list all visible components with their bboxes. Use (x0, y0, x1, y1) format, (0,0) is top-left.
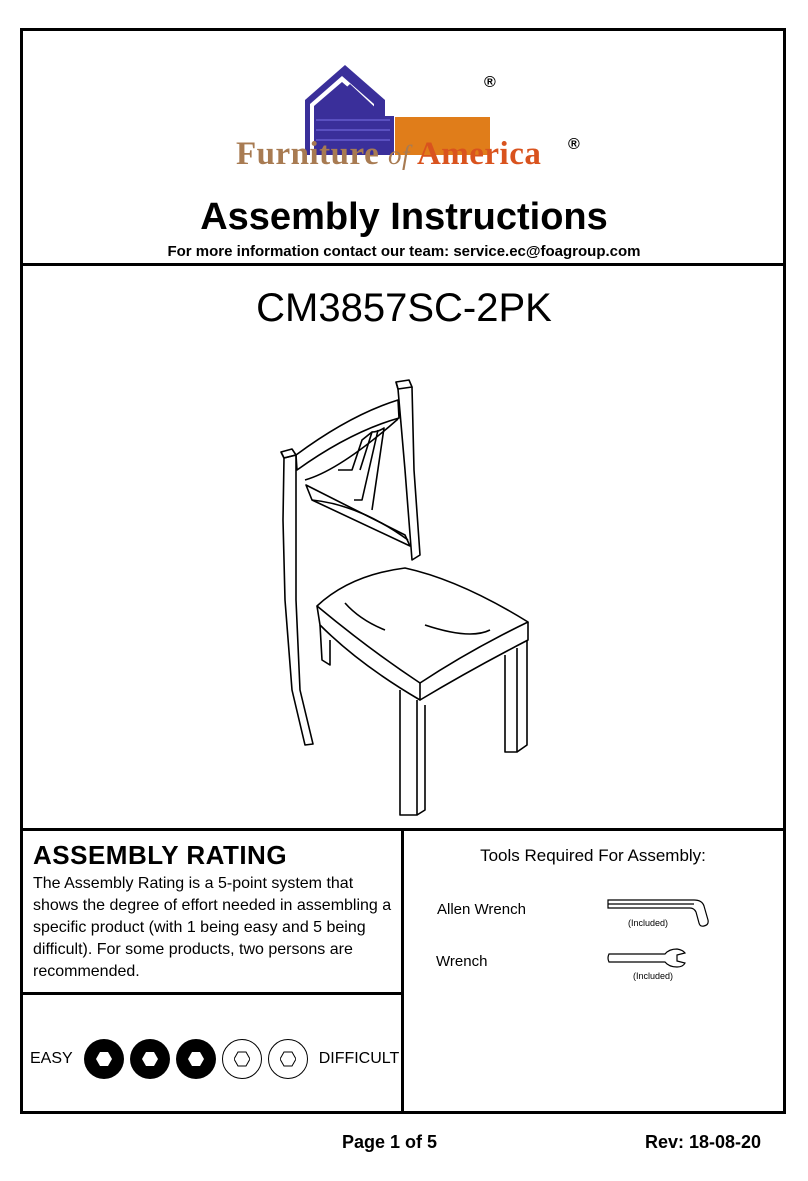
easy-label: EASY (30, 1050, 73, 1067)
brand-part-furniture: Furniture (236, 136, 380, 172)
tool-allen-wrench-label: Allen Wrench (437, 901, 526, 918)
rating-heading: ASSEMBLY RATING (33, 840, 288, 870)
tool-wrench-note: (Included) (633, 971, 674, 981)
page-title: Assembly Instructions (200, 196, 608, 238)
wrench-icon (607, 947, 687, 969)
difficult-label: DIFFICULT (318, 1050, 400, 1067)
rating-scale (30, 1037, 399, 1081)
rating-dot-5 (268, 1039, 308, 1079)
tool-allen-wrench-note: (Included) (628, 918, 669, 928)
rating-description: The Assembly Rating is a 5-point system that shows the degree of effort needed in assembling a specific product (with 1 being easy and 5 being difficult). For some products, two persons are recommended. (33, 875, 392, 980)
page-number: Page 1 of 5 (342, 1132, 438, 1152)
registered-mark: ® (484, 74, 496, 91)
product-model: CM3857SC-2PK (256, 286, 552, 330)
brand-name (236, 136, 541, 173)
rating-dot-4 (222, 1039, 262, 1079)
divider-vertical (401, 828, 404, 1114)
divider-rating (20, 992, 404, 995)
rating-dot-2 (130, 1039, 170, 1079)
chair-illustration (262, 370, 542, 820)
divider-header (20, 263, 786, 266)
revision: Rev: 18-08-20 (645, 1132, 762, 1152)
tool-wrench-label: Wrench (436, 953, 488, 970)
tools-heading: Tools Required For Assembly: (480, 846, 706, 865)
rating-dot-1 (84, 1039, 124, 1079)
registered-mark-brand: ® (568, 136, 580, 153)
contact-line: For more information contact our team: service.ec@foagroup.com (167, 243, 641, 260)
brand-part-america: America (416, 136, 542, 172)
brand-part-of: of (387, 140, 410, 170)
rating-dot-3 (176, 1039, 216, 1079)
